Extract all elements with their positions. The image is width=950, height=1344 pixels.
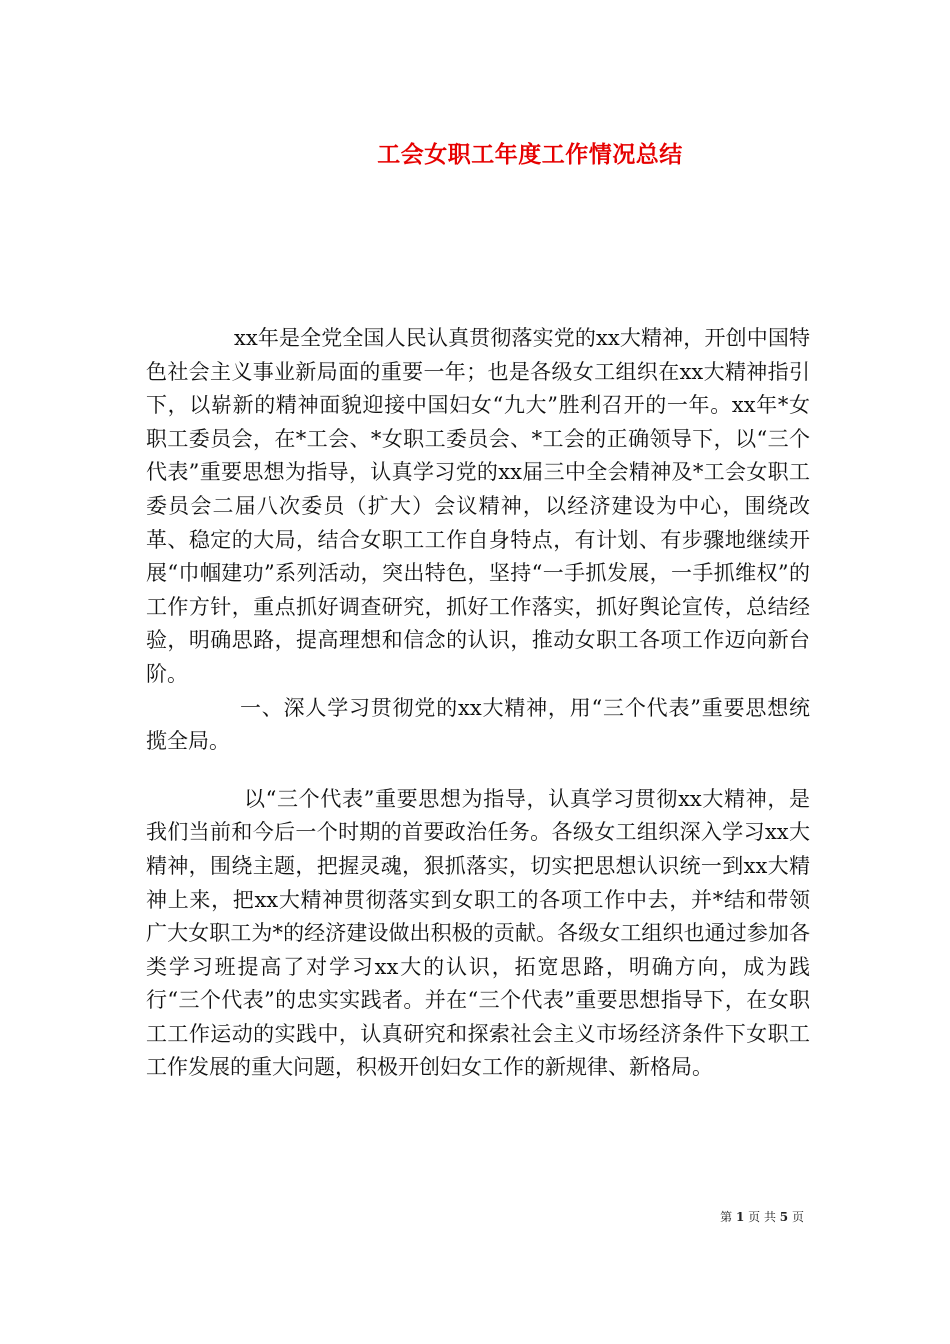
paragraph-section-1: 以“三个代表”重要思想为指导，认真学习贯彻xx大精神，是我们当前和今后一个时期的首要政治任务。各级女工组织深入学习xx大精神，围绕主题，把握灵魂，狠抓落实，切实把思想认识统一到xx大精神上来，把xx大精神贯彻落实到女职工的各项工作中去，并*结和带领广大女职工为*的经济建设做出积极的贡献。各级女工组织也通过参加各类学习班提高了对学习xx大的认识，拓宽思路，明确方向，成为践行“三个代表”的忠实实践者。并在“三个代表”重要思想指导下，在女职工工作运动的实践中，认真研究和探索社会主义市场经济条件下女职工工作发展的重大问题，积极开创妇女工作的新规律、新格局。 bbox=[146, 786, 810, 1080]
page-number-middle: 页 共 bbox=[748, 1210, 776, 1224]
paragraph-intro: xx年是全党全国人民认真贯彻落实党的xx大精神，开创中国特色社会主义事业新局面的重要一年；也是各级女工组织在xx大精神指引下，以崭新的精神面貌迎接中国妇女“九大”胜利召开的一年。xx年*女职工委员会，在*工会、*女职工委员会、*工会的正确领导下，以“三个代表”重要思想为指导，认真学习党的xx届三中全会精神及*工会女职工委员会二届八次委员（扩大）会议精神，以经济建设为中心，围绕改革、稳定的大局，结合女职工工作自身特点，有计划、有步骤地继续开展“巾帼建功”系列活动，突出特色，坚持“一手抓发展，一手抓维权”的工作方针，重点抓好调查研究，抓好工作落实，抓好舆论宣传，总结经验，明确思路，提高理想和信念的认识，推动女职工各项工作迈向新台阶。 bbox=[146, 326, 810, 686]
document-body bbox=[146, 322, 810, 1085]
document-title: 工会女职工年度工作情况总结 bbox=[377, 141, 683, 168]
page-number-current: 1 bbox=[735, 1210, 745, 1224]
page-number bbox=[720, 1208, 804, 1225]
page-number-total: 5 bbox=[779, 1210, 789, 1224]
page-number-suffix: 页 bbox=[791, 1210, 804, 1224]
section-heading-1: 一、深人学习贯彻党的xx大精神，用“三个代表”重要思想统揽全局。 bbox=[146, 695, 810, 754]
page-number-prefix: 第 bbox=[720, 1210, 733, 1224]
